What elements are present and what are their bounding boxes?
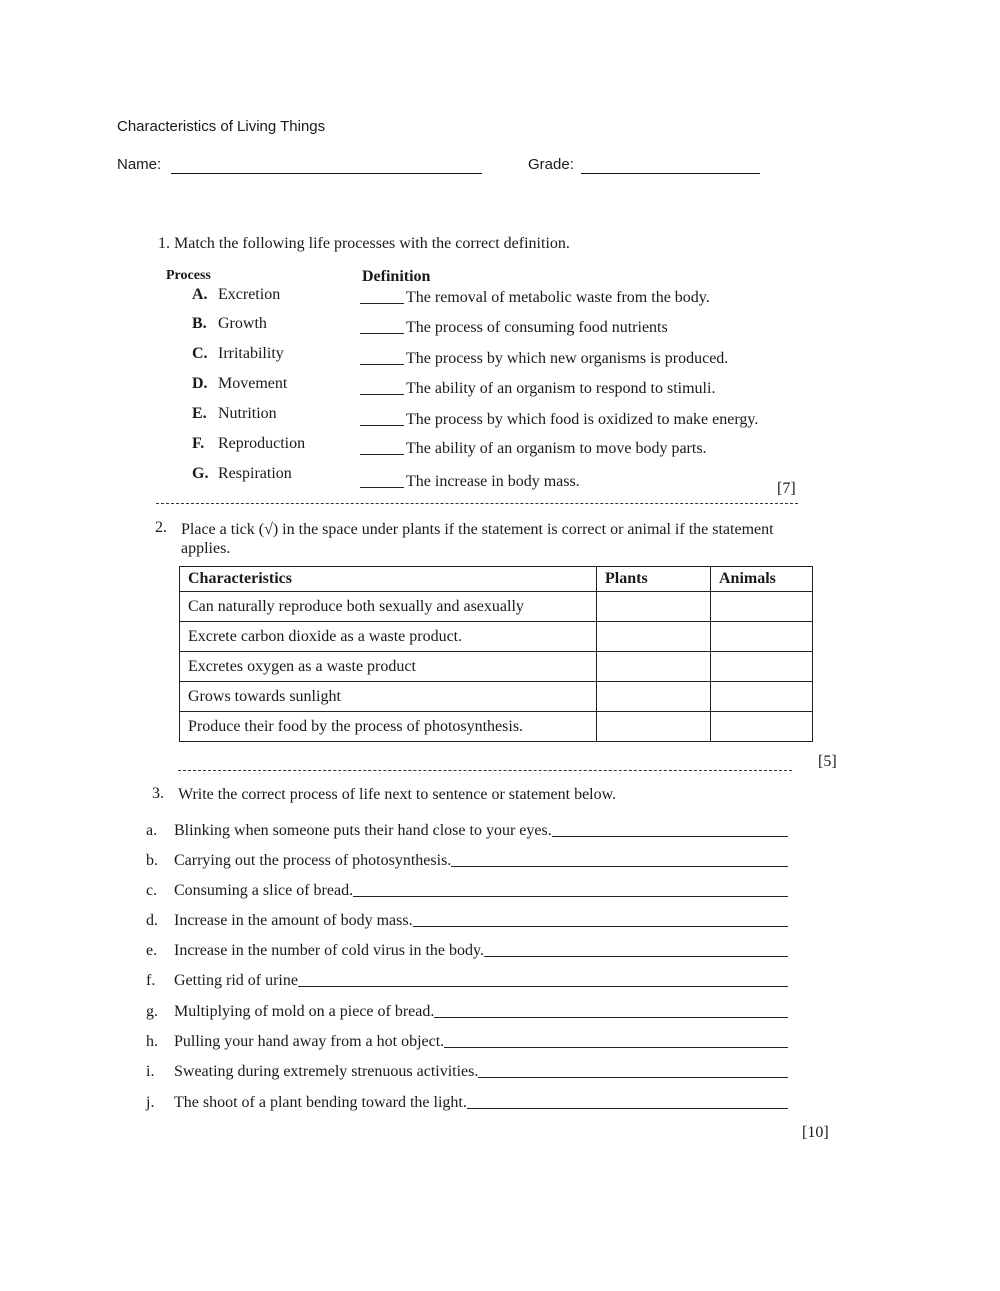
item-letter: i. xyxy=(146,1063,155,1080)
process-letter: B. xyxy=(192,315,207,332)
animals-tick-cell[interactable] xyxy=(711,682,813,712)
item-text: Getting rid of urine xyxy=(174,972,298,989)
answer-line[interactable] xyxy=(434,1017,788,1018)
table-header-row xyxy=(180,567,813,592)
process-letter: E. xyxy=(192,405,207,422)
list-item xyxy=(146,814,796,840)
plants-tick-cell[interactable] xyxy=(597,592,711,622)
table-row xyxy=(180,682,813,712)
section-1-marks: [7] xyxy=(777,480,796,497)
tick-table xyxy=(179,566,813,742)
list-item xyxy=(146,995,796,1021)
section-3-marks: [10] xyxy=(802,1124,829,1141)
process-column-heading: Process xyxy=(166,268,211,283)
item-text: Increase in the amount of body mass. xyxy=(174,912,413,929)
process-name: Growth xyxy=(218,315,267,332)
item-text: Increase in the number of cold virus in the body. xyxy=(174,942,484,959)
process-name: Nutrition xyxy=(218,405,277,422)
definition-text: The process by which new organisms is produced. xyxy=(406,350,729,367)
process-name: Irritability xyxy=(218,345,284,362)
definition-item xyxy=(360,380,715,398)
definition-text: The ability of an organism to move body parts. xyxy=(406,440,707,457)
table-row xyxy=(180,712,813,742)
item-text: Consuming a slice of bread. xyxy=(174,882,354,899)
answer-line[interactable] xyxy=(353,896,788,897)
plants-tick-cell[interactable] xyxy=(597,682,711,712)
process-item xyxy=(192,435,305,453)
answer-blank[interactable] xyxy=(360,352,404,365)
list-item xyxy=(146,1086,796,1112)
process-name: Respiration xyxy=(218,465,292,482)
list-item xyxy=(146,904,796,930)
process-name: Reproduction xyxy=(218,435,306,452)
item-letter: c. xyxy=(146,882,158,899)
process-item xyxy=(192,465,292,483)
characteristic-cell: Produce their food by the process of photosynthesis. xyxy=(180,712,597,742)
process-letter: A. xyxy=(192,286,208,303)
answer-line[interactable] xyxy=(298,986,788,987)
item-letter: d. xyxy=(146,912,158,929)
list-item xyxy=(146,934,796,960)
name-label: Name: xyxy=(117,156,162,173)
item-text: Sweating during extremely strenuous activities. xyxy=(174,1063,479,1080)
grade-label: Grade: xyxy=(528,156,574,173)
definition-text: The increase in body mass. xyxy=(406,473,580,490)
answer-blank[interactable] xyxy=(360,321,404,334)
item-letter: g. xyxy=(146,1003,158,1020)
item-letter: a. xyxy=(146,822,158,839)
answer-line[interactable] xyxy=(552,836,788,837)
question-3-instruction: Write the correct process of life next to sentence or statement below. xyxy=(178,786,617,803)
answer-line[interactable] xyxy=(444,1047,788,1048)
plants-tick-cell[interactable] xyxy=(597,712,711,742)
definition-text: The ability of an organism to respond to stimuli. xyxy=(406,380,716,397)
process-item xyxy=(192,405,277,423)
section-divider xyxy=(156,503,798,504)
definition-item xyxy=(360,319,668,337)
list-item xyxy=(146,844,796,870)
question-2-instruction: Place a tick (√) in the space under plants if the statement is correct or animal if the statement applies. xyxy=(181,521,774,557)
answer-blank[interactable] xyxy=(360,382,404,395)
worksheet-title: Characteristics of Living Things xyxy=(117,118,326,135)
definition-column-heading: Definition xyxy=(362,268,431,285)
table-row xyxy=(180,652,813,682)
question-2-number: 2. xyxy=(155,519,167,536)
answer-line[interactable] xyxy=(451,866,788,867)
section-divider xyxy=(178,770,792,771)
animals-tick-cell[interactable] xyxy=(711,592,813,622)
answer-blank[interactable] xyxy=(360,442,404,455)
item-text: The shoot of a plant bending toward the light. xyxy=(174,1094,467,1111)
answer-line[interactable] xyxy=(413,926,788,927)
definition-text: The process of consuming food nutrients xyxy=(406,319,668,336)
definition-item xyxy=(360,289,710,307)
section-2-marks: [5] xyxy=(818,753,837,770)
item-text: Blinking when someone puts their hand close to your eyes. xyxy=(174,822,552,839)
answer-blank[interactable] xyxy=(360,475,404,488)
item-letter: j. xyxy=(146,1094,155,1111)
definition-item xyxy=(360,473,580,491)
process-letter: F. xyxy=(192,435,205,452)
list-item xyxy=(146,1055,796,1081)
animals-tick-cell[interactable] xyxy=(711,652,813,682)
process-item xyxy=(192,375,287,393)
process-name: Excretion xyxy=(218,286,281,303)
process-item xyxy=(192,315,267,333)
process-name: Movement xyxy=(218,375,288,392)
process-item xyxy=(192,345,284,363)
animals-tick-cell[interactable] xyxy=(711,622,813,652)
process-item xyxy=(192,286,280,304)
item-text: Multiplying of mold on a piece of bread. xyxy=(174,1003,435,1020)
process-letter: G. xyxy=(192,465,209,482)
process-letter: C. xyxy=(192,345,208,362)
list-item xyxy=(146,874,796,900)
grade-field[interactable] xyxy=(581,173,760,174)
definition-text: The process by which food is oxidized to make energy. xyxy=(406,411,759,428)
animals-header: Animals xyxy=(711,567,813,592)
characteristic-cell: Can naturally reproduce both sexually and asexually xyxy=(180,592,597,622)
characteristic-cell: Grows towards sunlight xyxy=(180,682,597,712)
answer-line[interactable] xyxy=(484,956,788,957)
list-item xyxy=(146,1025,796,1051)
name-field[interactable] xyxy=(171,173,482,174)
characteristics-header: Characteristics xyxy=(180,567,597,592)
item-text: Carrying out the process of photosynthesis. xyxy=(174,852,452,869)
item-letter: h. xyxy=(146,1033,158,1050)
plants-header: Plants xyxy=(597,567,711,592)
plants-tick-cell[interactable] xyxy=(597,622,711,652)
definition-item xyxy=(360,440,707,458)
item-text: Pulling your hand away from a hot object. xyxy=(174,1033,445,1050)
definition-item xyxy=(360,350,728,368)
list-item xyxy=(146,964,796,990)
characteristic-cell: Excretes oxygen as a waste product xyxy=(180,652,597,682)
plants-tick-cell[interactable] xyxy=(597,652,711,682)
answer-line[interactable] xyxy=(478,1077,788,1078)
animals-tick-cell[interactable] xyxy=(711,712,813,742)
question-1-instruction: 1. Match the following life processes with the correct definition. xyxy=(158,235,570,252)
answer-blank[interactable] xyxy=(360,413,404,426)
characteristic-cell: Excrete carbon dioxide as a waste product. xyxy=(180,622,597,652)
item-letter: e. xyxy=(146,942,158,959)
definition-item xyxy=(360,411,758,429)
table-row xyxy=(180,622,813,652)
item-letter: f. xyxy=(146,972,156,989)
definition-text: The removal of metabolic waste from the body. xyxy=(406,289,710,306)
process-letter: D. xyxy=(192,375,208,392)
question-3-number: 3. xyxy=(152,785,164,802)
table-row xyxy=(180,592,813,622)
answer-blank[interactable] xyxy=(360,291,404,304)
answer-line[interactable] xyxy=(467,1108,788,1109)
item-letter: b. xyxy=(146,852,158,869)
